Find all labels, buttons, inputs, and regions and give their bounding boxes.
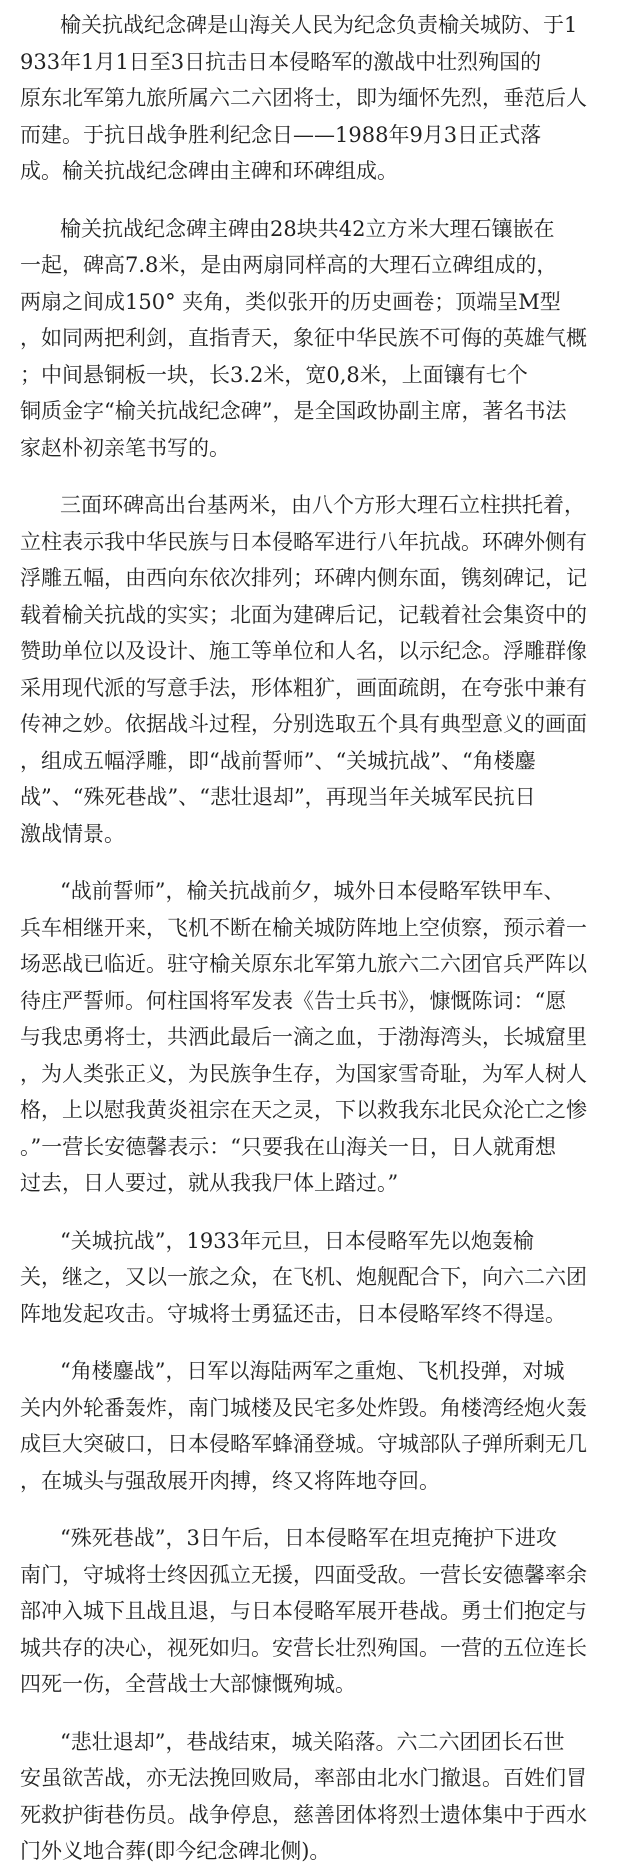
paragraph-ring-monument: 三面环碑高出台基两米，由八个方形大理石立柱拱托着， 立柱表示我中华民族与日本侵略军进行八年抗战。环碑外侧有 浮雕五幅，由西向东依次排列；环碑内侧东面，镌刻碑记，记 载着榆关抗战的实实；北面为建碑后记，记载着社会集资中的 赞助单位以及设计、施工等单位和人名，以示纪念。浮雕群像 采用现代派的写意手法，形体粗犷，画面疏朗，在夸张中兼有 传神之妙。依据战斗过程，分别选取五个具有典型意义的画面 ，组成五幅浮雕，即“战前誓师”、“关城抗战”、“角楼鏖 战”、“殊死巷战”、“悲壮退却”，再现当年关城军民抗日 激战情景。 (20, 493, 587, 846)
paragraph-pre-battle-oath: “战前誓师”，榆关抗战前夕，城外日本侵略军铁甲车、 兵车相继开来，飞机不断在榆关城防阵地上空侦察，预示着一 场恶战已临近。驻守榆关原东北军第九旅六二六团官兵严阵以 待庄严誓师。何柱国将军发表《告士兵书》，慷慨陈词：“愿 与我忠勇将士，共洒此最后一滴之血，于渤海湾头，长城窟里 ，为人类张正义，为民族争生存，为国家雪奇耻，为军人树人 格，上以慰我黄炎祖宗在天之灵，下以救我东北民众沦亡之惨 。”一营长安德馨表示：“只要我在山海关一日，日人就甭想 过去，日人要过，就从我我尸体上踏过。” (20, 879, 587, 1195)
paragraph-intro: 榆关抗战纪念碑是山海关人民为纪念负责榆关城防、于1 933年1月1日至3日抗击日本侵略军的激战中壮烈殉国的 原东北军第九旅所属六二六团将士，即为缅怀先烈，垂范后人 而建。于抗日战争胜利纪念日——1988年9月3日正式落 成。榆关抗战纪念碑由主碑和环碑组成。 (20, 13, 587, 183)
paragraph-retreat: “悲壮退却”，巷战结束，城关陷落。六二六团团长石世 安虽欲苦战，亦无法挽回败局，率部由北水门撤退。百姓们冒 死救护街巷伤员。战争停息，慈善团体将烈士遗体集中于西水 门外义地合葬(即今纪念碑北侧)。 (20, 1729, 587, 1863)
paragraph-corner-tower-battle: “角楼鏖战”，日军以海陆两军之重炮、飞机投弹，对城 关内外轮番轰炸，南门城楼及民宅多处炸毁。角楼湾经炮火轰 成巨大突破口，日本侵略军蜂涌登城。守城部队子弹所剩无几 ，在城头与强敌展开肉搏，终又将阵地夺回。 (20, 1359, 587, 1493)
paragraph-main-monument: 榆关抗战纪念碑主碑由28块共42立方米大理石镶嵌在 一起，碑高7.8米，是由两扇同样高的大理石立碑组成的， 两扇之间成150° 夹角，类似张开的历史画卷；顶端呈M型 ，如同两把利剑，直指青天，象征中华民族不可侮的英雄气概 ；中间悬铜板一块，长3.2米，宽0,8米，上面镶有七个 铜质金字“榆关抗战纪念碑”，是全国政协副主席，著名书法 家赵朴初亲笔书写的。 (20, 216, 587, 460)
paragraph-city-defense: “关城抗战”，1933年元旦，日本侵略军先以炮轰榆 关，继之，又以一旅之众，在飞机、炮舰配合下，向六二六团 阵地发起攻击。守城将士勇猛还击，日本侵略军终不得逞。 (20, 1228, 587, 1326)
paragraph-street-battle: “殊死巷战”，3日午后，日本侵略军在坦克掩护下进攻 南门，守城将士终因孤立无援，四面受敌。一营长安德馨率余 部冲入城下且战且退，与日本侵略军展开巷战。勇士们抱定与 城共存的决心，视死如归。安营长壮烈殉国。一营的五位连长 四死一伤，全营战士大部慷慨殉城。 (20, 1526, 587, 1696)
